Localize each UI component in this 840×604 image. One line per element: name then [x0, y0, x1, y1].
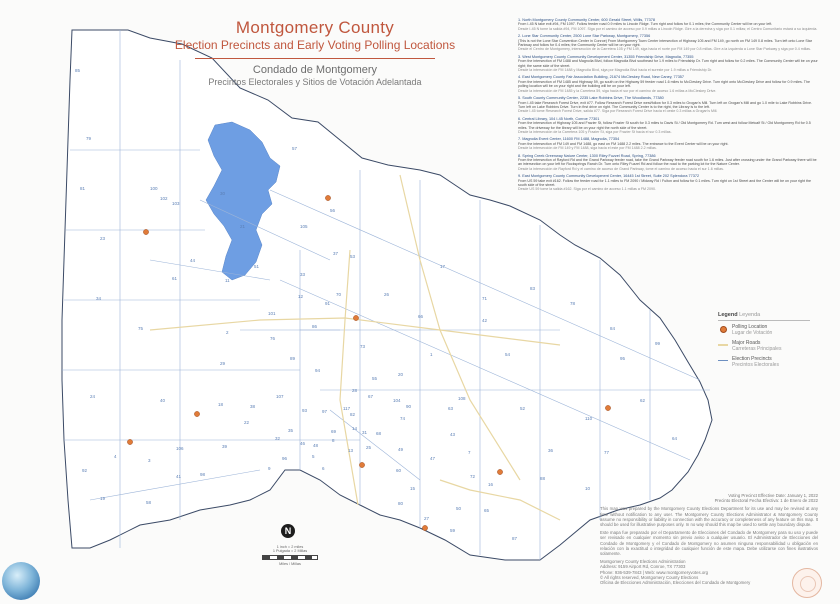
precinct-label: 54	[505, 352, 511, 357]
location-detail: From I-45 take Research Forest Drive, exit #77. Follow Research Forest Drive west/follow for 0.3 miles to Grogan's Mill. Turn left on Grogan's Mill and go 1.0 mile to Lake Robbins Drive. Turn left on Lake Robbins Drive. Turn in first drive on right. The Community Center is to the right, the Library is to the left.	[518, 100, 812, 109]
precinct-label: 86	[312, 324, 318, 329]
precinct-label: 87	[512, 536, 518, 541]
polling-location-marker[interactable]	[422, 525, 427, 530]
legend-heading-es: Leyenda	[739, 312, 761, 318]
precinct-label: 104	[393, 398, 401, 403]
map-title-es: Condado de Montgomery	[252, 64, 378, 76]
precinct-label: 63	[448, 406, 454, 411]
precinct-label: 2	[226, 330, 229, 335]
polling-location-entry	[518, 75, 818, 93]
location-title: 1. North Montgomery County Community Center, 600 Gerald Street, Willis, 77378	[518, 18, 655, 22]
location-es: Desde I-45 tome Research Forest Drive, salida #77. Siga por Research Forest Drive hacia el oeste 0.3 millas a Grogan's Mill.	[518, 109, 718, 114]
location-es: Desde la intersección de Rayford Rd y el camino de acceso de Grand Parkway, tome el camino de acceso hacia el sur 1.6 millas.	[518, 166, 724, 171]
precinct-label: 7	[468, 450, 471, 455]
precinct-label: 6	[322, 466, 325, 471]
precinct-label: 103	[172, 201, 180, 206]
polling-location-marker[interactable]	[359, 462, 364, 467]
precinct-label: 29	[220, 361, 226, 366]
office-phone: Phone: 936-539-7843 | Web: www.montgomeryvotes.org	[600, 569, 709, 575]
precinct-label: 108	[458, 396, 466, 401]
location-title: 4. East Montgomery County Fair Association Building, 21674 McCleskey Road, New Caney, 77357	[518, 75, 685, 80]
location-title: 9. East Montgomery County Community Development Center, 16445 1st Street, Suite 202 Splendora 77372	[518, 174, 700, 179]
polling-location-marker[interactable]	[325, 195, 330, 200]
polling-location-marker[interactable]	[127, 439, 132, 444]
rights-notice-es: Oficina de Elecciones Administración, Elecciones del Condado de Montgomery	[600, 580, 751, 586]
precinct-label: 66	[418, 314, 424, 319]
precinct-line-icon	[718, 357, 728, 365]
precinct-label: 21	[240, 224, 246, 229]
precinct-label: 72	[470, 474, 476, 479]
precinct-label: 62	[640, 398, 646, 403]
legend-item-polling	[718, 325, 810, 336]
precinct-label: 91	[325, 301, 331, 306]
effective-date-es: Precinto Electoral Fecha Efectiva: 1 de Enero de 2022	[714, 498, 818, 504]
precinct-label: 76	[270, 336, 276, 341]
precinct-label: 67	[368, 394, 374, 399]
precinct-label: 44	[190, 258, 196, 263]
polling-location-entry	[518, 55, 818, 73]
location-es: Desde la intersección de FM 1488 y Magnolia Blvd, siga por Magnolia Blvd hacia el sureste por 1.9 millas a Friendship Dr.	[518, 68, 713, 73]
county-seal-icon	[792, 568, 822, 598]
polling-location-entry	[518, 34, 818, 52]
location-detail: From US 59 take exit #162. Follow the feeder road for 1.1 miles to FM 2090 / Midway Rd / Fulton and follow for 0.1 miles. Turn right on 1st Street and the Center will be on your right the south side of the street.	[518, 178, 812, 187]
precinct-label: 117	[343, 406, 351, 411]
polling-location-marker[interactable]	[497, 469, 502, 474]
precinct-label: 34	[96, 296, 102, 301]
location-title: 8. Spring Creek Greenway Nature Center, 1300 Riley Fuzzel Road, Spring, 77386	[518, 153, 656, 158]
location-es: Desde el Centro de Montgomery, intersección de la Carretera 105 y FM 149, siga hacia el norte por FM 149 por 0.8 millas. Gire a la izquierda a Lone Star Parkway y siga por 0.4 millas.	[518, 47, 811, 52]
disclaimer: This map was prepared by the Montgomery County Elections Department for its use and may be revised at any time without notification to any user. The Montgomery County Elections Administrator & Montgomery County assume no responsibility or liability in connection with the accuracy or completeness of any feature on this map. It should be used for illustrative purposes only. In no way should this map be used to settle any boundary dispute.	[600, 506, 818, 528]
scale-units: Miles / Millas	[279, 562, 301, 566]
location-es: Desde la intersección de la Carretera 105 y Frazier St, siga por Frazier St hacia el sur 0.3 millas.	[518, 129, 672, 134]
legend-label-es: Precintos Electorales	[732, 361, 779, 368]
precinct-label: 84	[610, 326, 616, 331]
precinct-label: 33	[300, 272, 306, 277]
north-arrow-icon: N	[281, 524, 295, 538]
precinct-label: 47	[430, 456, 436, 461]
precinct-label: 11	[225, 278, 230, 283]
map-subtitle: Election Precincts and Early Voting Polling Locations	[174, 38, 456, 52]
precinct-label: 85	[75, 68, 81, 73]
location-es: Desde I-45 N tome la salida #94, FM 1097. Siga por el camino de acceso por 0.9 millas a Lincoln Ridge. Gire a la derecha y siga por 0.1 millas; el Centro Comunitario estará a su izquierda.	[518, 26, 818, 31]
precinct-label: 55	[372, 376, 378, 381]
precinct-label: 43	[450, 432, 456, 437]
polling-location-entry	[518, 137, 818, 150]
precinct-label: 79	[86, 136, 92, 141]
precinct-label: 71	[482, 296, 488, 301]
precinct-label: 37	[333, 251, 339, 256]
precinct-label: 77	[604, 450, 610, 455]
precinct-label: 1	[430, 352, 433, 357]
precinct-label: 88	[540, 476, 546, 481]
legend-label-es: Lugar de Votación	[732, 329, 773, 336]
location-es: Desde la intersección de FM 1485 y la Carretera 59, siga hacia el sur por el camino de acceso 1.6 millas a McCleskey Drive.	[518, 88, 717, 93]
office-name: Montgomery County Elections Administration	[600, 559, 686, 565]
precinct-label: 28	[352, 388, 358, 393]
location-title: 2. Lone Star Community Center, 2500 Lone Star Parkway, Montgomery, 77356	[518, 34, 651, 39]
precinct-label: 60	[396, 468, 402, 473]
polling-location-marker[interactable]	[194, 411, 199, 416]
legend-label: Election Precincts	[732, 356, 772, 362]
precinct-label: 68	[376, 431, 382, 436]
precinct-label: 99	[655, 341, 661, 346]
polling-location-marker[interactable]	[143, 229, 148, 234]
precinct-label: 74	[400, 416, 406, 421]
location-detail: From the intersection of Rayford Rd and the Grand Parkway feeder road, take the Grand Parkway feeder road south for 1.6 miles. Just after crossing under the Grand Parkway there will be an intersection on your left for Rocksprings Ranch Dr. Turn onto Riley Fuzzel Rd and follow the road to the parking lot for the Nature Center.	[518, 157, 817, 167]
precinct-label: 3	[148, 458, 151, 463]
precinct-label: 8	[332, 438, 335, 443]
precinct-label: 110	[585, 416, 593, 421]
legend-label: Polling Location	[732, 324, 768, 330]
precinct-label: 40	[160, 398, 166, 403]
location-es: Desde US 59 tome la salida #162. Siga por el camino de acceso 1.1 millas a FM 2090.	[518, 187, 657, 192]
precinct-label: 102	[160, 196, 168, 201]
scale-bar-graphic	[262, 555, 318, 560]
precinct-label: 32	[275, 436, 281, 441]
polling-dot-icon	[718, 325, 728, 333]
legend-heading	[718, 312, 810, 321]
precinct-label: 31	[362, 430, 368, 435]
polling-location-entry	[518, 18, 818, 31]
precinct-label: 69	[331, 429, 337, 434]
precinct-label: 78	[570, 301, 576, 306]
precinct-label: 73	[360, 344, 366, 349]
map-info-block	[600, 493, 818, 585]
globe-icon	[2, 562, 40, 600]
precinct-label: 52	[520, 406, 526, 411]
precinct-label: 42	[482, 318, 488, 323]
map-title-block	[150, 18, 480, 88]
effective-date: Voting Precinct Effective Date: January 1, 2022	[728, 493, 818, 498]
location-detail: From the intersection of Highway 105 and Frazier St, follow Frazier St south for 0.3 miles to Davis St / Old Montgomery Rd. Turn west and follow Metcalf St / Old Montgomery Rd for 0.5 miles. The driveway for the library will be on your right the north side of the street.	[518, 121, 811, 130]
precinct-label: 53	[350, 254, 356, 259]
polling-location-entry	[518, 154, 818, 172]
legend-label: Major Roads	[732, 340, 761, 346]
precinct-label: 27	[424, 516, 430, 521]
polling-location-entry	[518, 96, 818, 114]
precinct-label: 12	[298, 294, 304, 299]
precinct-label: 98	[200, 472, 206, 477]
road-line-icon	[718, 341, 728, 349]
precinct-label: 80	[398, 501, 404, 506]
title-divider	[195, 58, 435, 59]
precinct-label: 4	[114, 454, 117, 459]
precinct-label: 90	[406, 404, 412, 409]
polling-location-marker[interactable]	[605, 405, 610, 410]
polling-location-entry	[518, 174, 818, 192]
location-es: Desde la intersección de FM 149 y FM 1488, siga hacia el este por FM 1488 2.2 millas.	[518, 146, 657, 151]
polling-location-marker[interactable]	[353, 315, 358, 320]
precinct-label: 9	[268, 466, 271, 471]
location-title: 7. Magnolia Event Center, 11600 FM 1488, Magnolia, 77354	[518, 137, 620, 142]
location-detail: From I-45 N take exit #94, FM 1097. Follow feeder road 0.9 miles to Lincoln Ridge. Turn right and follow for 0.1 miles; the Community Center will be on your left.	[518, 22, 773, 27]
polling-location-list	[518, 18, 818, 195]
precinct-label: 5	[312, 454, 315, 459]
precinct-label: 82	[350, 412, 356, 417]
precinct-label: 107	[276, 394, 284, 399]
precinct-label: 30	[220, 191, 226, 196]
scale-label-es: 1 Pulgada = 2 Millas	[272, 549, 308, 553]
precinct-label: 10	[585, 486, 591, 491]
precinct-label: 92	[82, 468, 88, 473]
scale-bar	[262, 545, 318, 566]
location-title: 3. West Montgomery County Community Development Center, 31355 Friendship Drive, Magnolia, 77355	[518, 54, 694, 59]
precinct-label: 97	[322, 409, 328, 414]
location-title: 6. Central Library, 104 I-45 North, Conroe 77301	[518, 116, 600, 121]
precinct-label: 17	[440, 264, 446, 269]
precinct-label: 59	[450, 528, 456, 533]
map-subtitle-es: Precintos Electorales y Sitios de Votación Adelantada	[208, 77, 422, 87]
precinct-label: 13	[348, 448, 354, 453]
precinct-label: 105	[300, 224, 308, 229]
precinct-label: 49	[398, 447, 404, 452]
precinct-label: 96	[282, 456, 288, 461]
precinct-label: 70	[336, 292, 342, 297]
precinct-label: 100	[150, 186, 158, 191]
precinct-label: 22	[244, 420, 250, 425]
precinct-label: 23	[100, 236, 106, 241]
rights-notice: © All rights reserved, Montgomery County Elections	[600, 574, 699, 580]
precinct-label: 48	[313, 443, 319, 448]
precinct-label: 95	[620, 356, 626, 361]
precinct-label: 75	[138, 326, 144, 331]
precinct-label: 101	[268, 311, 276, 316]
precinct-label: 83	[530, 286, 536, 291]
office-address: Address: 9159 Airport Rd, Conroe, TX 77303	[600, 564, 686, 570]
precinct-label: 14	[352, 426, 358, 431]
precinct-label: 25	[366, 445, 372, 450]
legend-label-es: Carreteras Principales	[732, 345, 782, 352]
precinct-label: 65	[484, 508, 490, 513]
precinct-label: 89	[290, 356, 296, 361]
legend-heading-en: Legend	[718, 312, 738, 318]
precinct-label: 61	[172, 276, 178, 281]
precinct-label: 50	[456, 506, 462, 511]
map-title: Montgomery County	[235, 18, 395, 37]
precinct-label: 20	[398, 372, 404, 377]
precinct-label: 93	[302, 408, 308, 413]
location-detail: From the intersection of FM 1488 and Magnolia Blvd, follow Magnolia Blvd southeast for 1.9 miles to Friendship Dr. Turn right and follow for 0.2 miles. The Community Center will be on your right; the same side of the street.	[518, 59, 818, 68]
precinct-label: 24	[90, 394, 96, 399]
precinct-label: 46	[300, 441, 306, 446]
precinct-label: 35	[288, 428, 294, 433]
precinct-label: 58	[146, 500, 152, 505]
location-detail: From the intersection of FM 149 and FM 1488, go east on FM 1488 2.2 miles. The entrance to the Event Center will be on your right.	[518, 141, 729, 146]
precinct-label: 26	[384, 292, 390, 297]
polling-location-entry	[518, 117, 818, 135]
scale-label: 1 inch = 2 miles	[276, 545, 304, 549]
map-legend	[718, 312, 810, 373]
legend-item-precincts	[718, 357, 810, 368]
precinct-label: 16	[488, 482, 494, 487]
precinct-label: 56	[330, 208, 336, 213]
precinct-label: 94	[315, 368, 321, 373]
precinct-label: 19	[100, 496, 106, 501]
precinct-label: 51	[254, 264, 260, 269]
precinct-label: 15	[410, 486, 416, 491]
precinct-label: 57	[292, 146, 298, 151]
legend-item-roads	[718, 341, 810, 352]
location-detail: (This is not the Lone Star Convention Center in Conroe) From Montgomery Town Center intersection of Highway 105 and FM 149, go north on FM 149 0.8 miles. Turn left onto Lone Star Parkway and follow for 0.4 miles; the Community Center will be on your right.	[518, 38, 812, 48]
precinct-label: 41	[176, 474, 182, 479]
precinct-label: 18	[218, 402, 224, 407]
precinct-label: 81	[80, 186, 86, 191]
precinct-label: 64	[672, 436, 678, 441]
location-title: 5. South County Community Center, 2235 Lake Robbins Drive, The Woodlands, 77380	[518, 96, 664, 101]
precinct-label: 39	[222, 444, 228, 449]
location-detail: From the intersection of FM 1485 and Highway 59, go south on the Highway 59 feeder road 1.6 miles to McCleskey Drive. Turn right onto McCleskey Drive and follow for 0.9 miles. The polling location will be on your right and the building will be on your left.	[518, 79, 810, 89]
disclaimer-es: Este mapa fue preparado por el Departamento de Elecciones del Condado de Montgomery para su uso y puede ser revisado en cualquier momento sin previo aviso a cualquier usuario. El Administrador de Elecciones del Condado de Montgomery y el Condado de Montgomery no asumen ninguna responsabilidad u obligación en relación con la exactitud o integridad de cualquier función de este mapa. Debe utilizarse con fines ilustrativos solamente.	[600, 530, 818, 557]
precinct-label: 106	[176, 446, 184, 451]
precinct-label: 38	[250, 404, 256, 409]
precinct-label: 36	[548, 448, 554, 453]
